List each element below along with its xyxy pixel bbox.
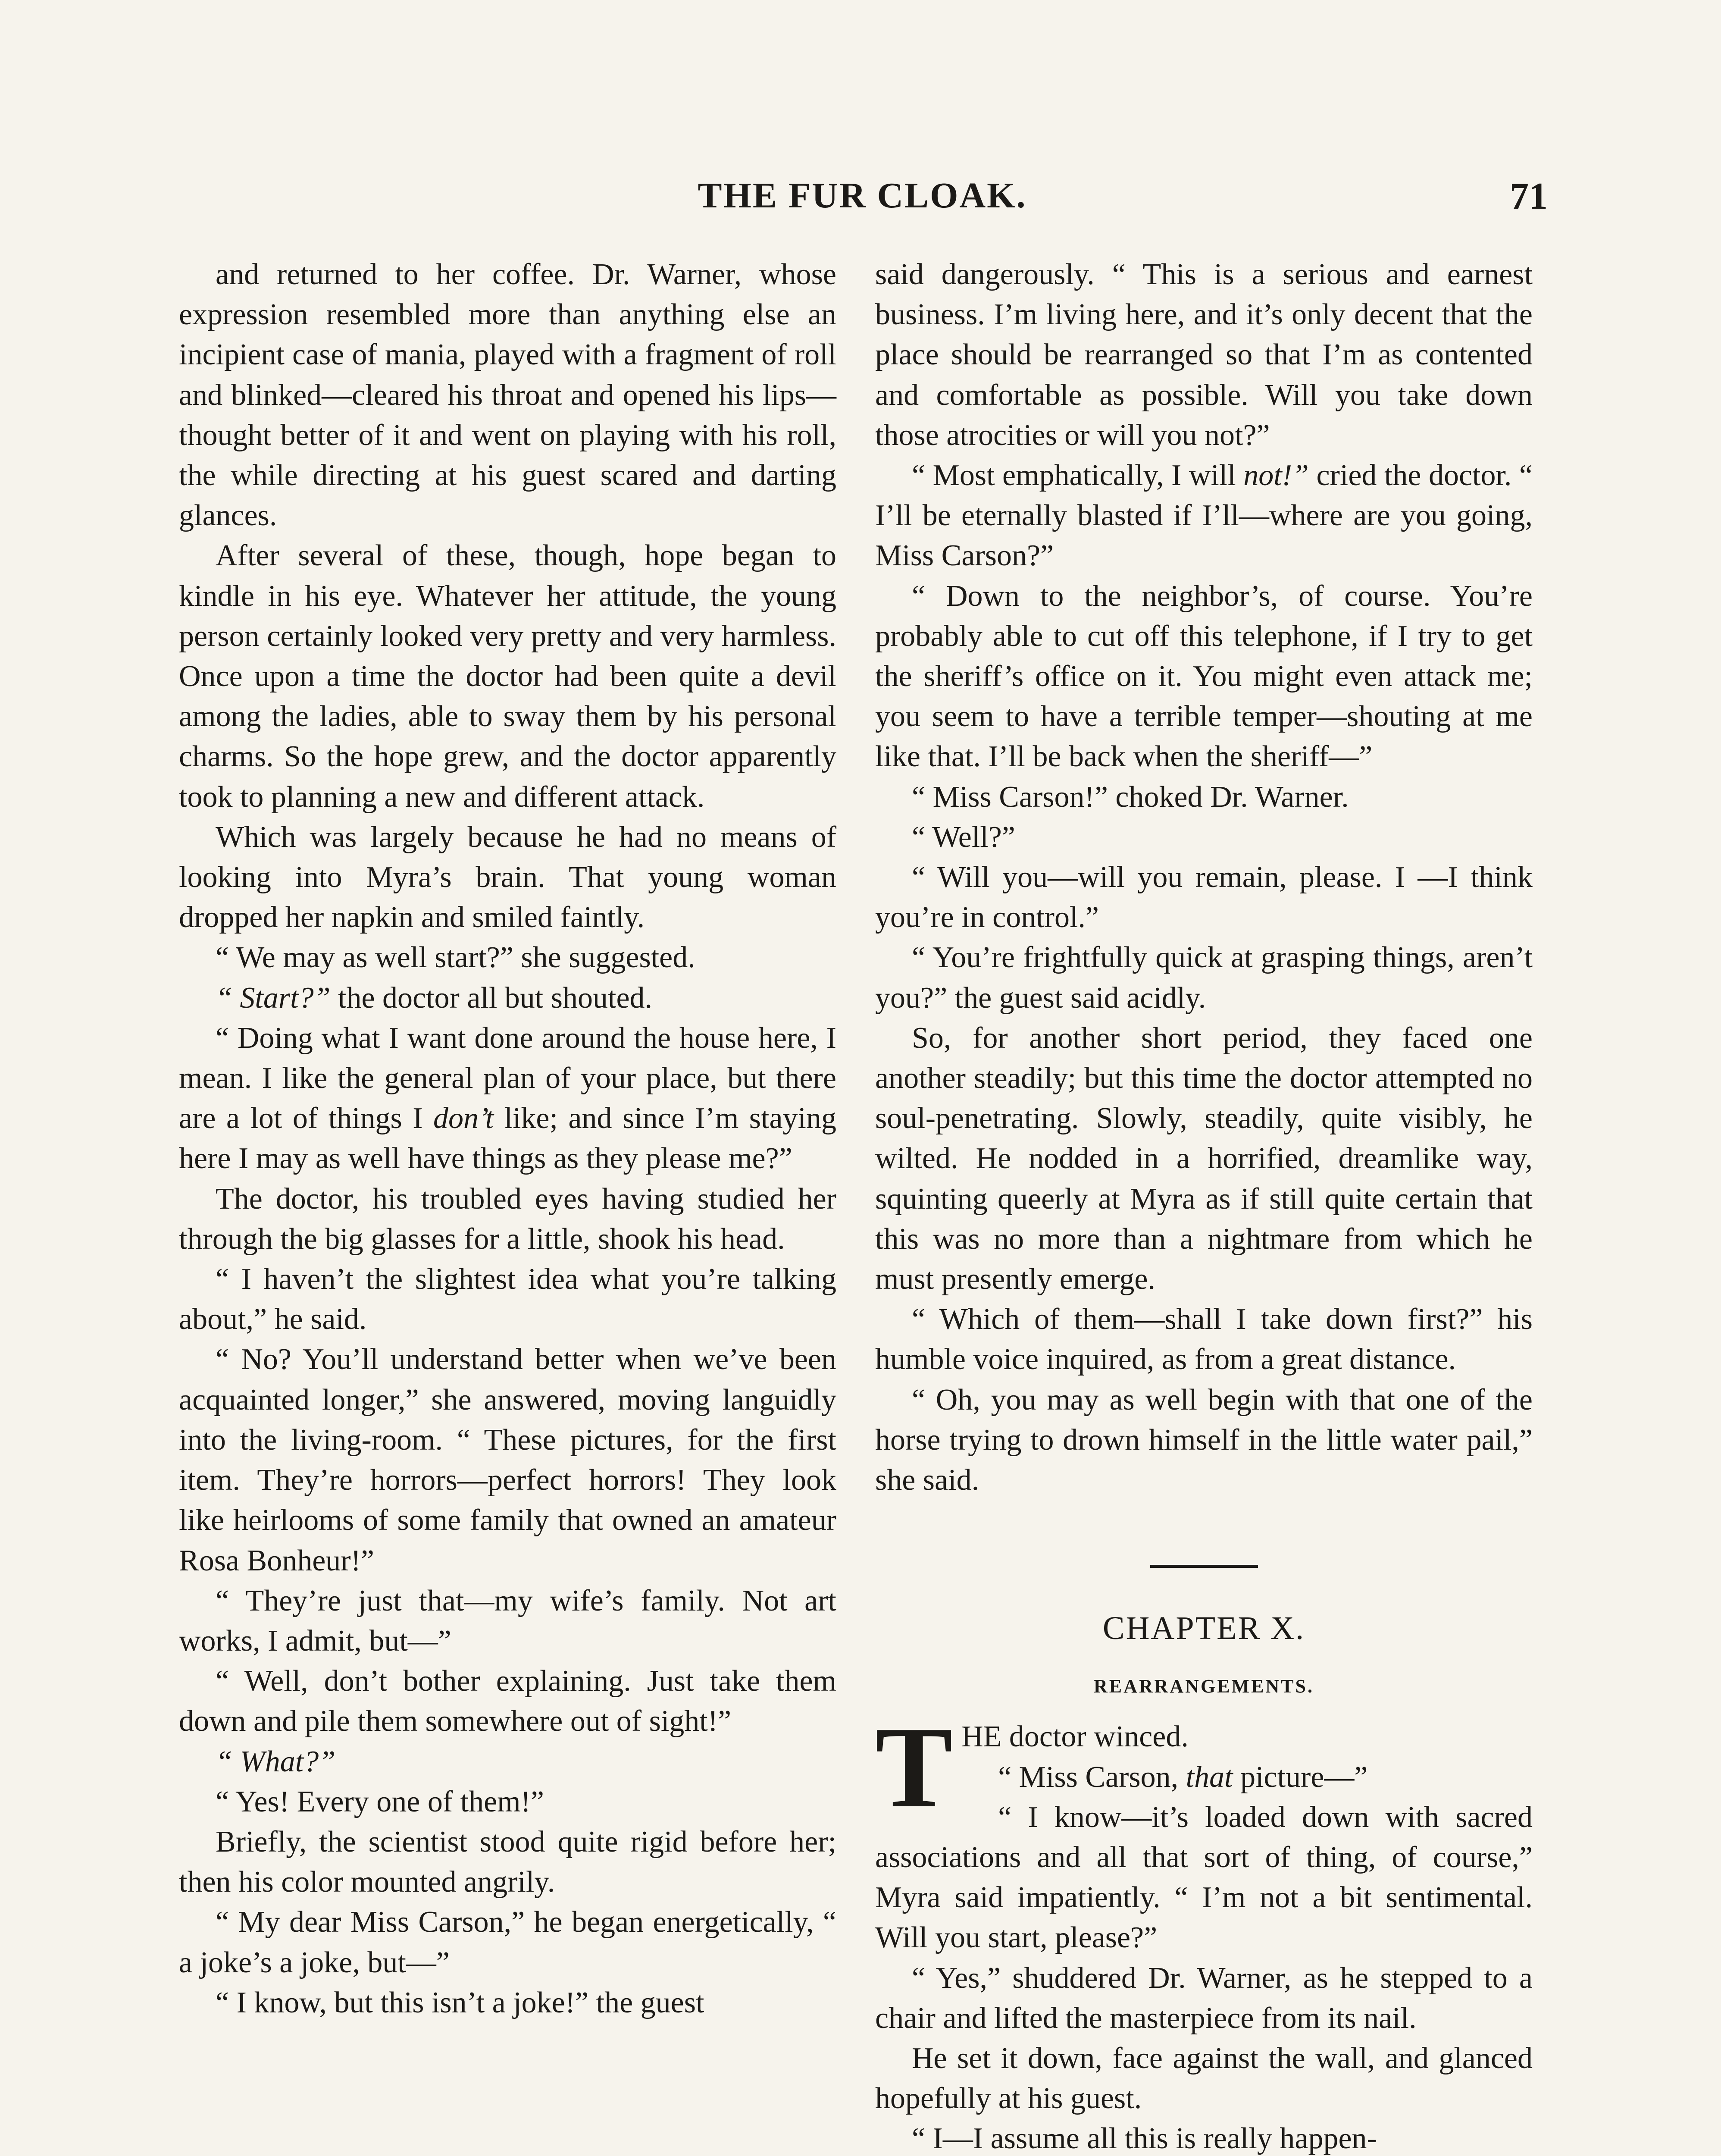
paragraph: [179, 1661, 836, 1741]
text-run: “ Miss Carson,: [998, 1760, 1186, 1794]
opening-text: HE doctor winced.: [961, 1720, 1189, 1754]
text-run: “ No? You’ll understand better when we’ve been acquainted longer,” she answered, moving languidly into the living-room. “ These pictures, for the first item. They’re horrors—perfect horrors! They look like heirlooms of some family that owned an amateur Rosa Bonheur!”: [179, 1343, 836, 1577]
text-run: “ Yes! Every one of them!”: [216, 1785, 544, 1818]
text-run: like; and since I’m staying here I may as well have things as they please me?”: [179, 1102, 836, 1175]
text-run: “ You’re frightfully quick at grasping things, aren’t you?” the guest said acidly.: [875, 941, 1533, 1015]
italic-text: “ What?”: [216, 1745, 336, 1778]
text-run: “ Doing what I want done around the house here, I mean. I like the general plan of your place, but there are a lot of things I: [179, 1021, 836, 1135]
paragraph: [179, 1902, 836, 1982]
text-run: So, for another short period, they faced one another steadily; but this time the doctor attempted no soul-penetrating. Slowly, steadily, quite visibly, he wilted. He nodded in a horrified, dreamlike way, squinting queerly at Myra as if still quite certain that this was no more than a nightmare from which he must presently emerge.: [875, 1021, 1533, 1296]
paragraph: [875, 857, 1533, 937]
paragraph: [179, 1179, 836, 1259]
chapter-divider-rule: [1150, 1565, 1258, 1568]
text-run: “ They’re just that—my wife’s family. Not art works, I admit, but—”: [179, 1584, 836, 1658]
text-run: “ I—I assume all this is really happen-: [912, 2122, 1377, 2156]
paragraph: [875, 2118, 1533, 2156]
text-run: “ Which of them—shall I take down first?” his humble voice inquired, as from a great distance.: [875, 1303, 1533, 1376]
paragraph: [179, 1822, 836, 1902]
text-run: Which was largely because he had no means of looking into Myra’s brain. That young woman dropped her napkin and smiled faintly.: [179, 820, 836, 934]
chapter-title: CHAPTER X.: [1102, 1610, 1305, 1647]
italic-text: “ Start?”: [216, 981, 331, 1015]
paragraph: [875, 937, 1533, 1018]
paragraph: [875, 254, 1533, 455]
italic-text: don’t: [433, 1102, 494, 1135]
paragraph: [179, 1983, 836, 2023]
paragraph: [875, 1757, 1533, 1797]
text-run: He set it down, face against the wall, and glanced hopefully at his guest.: [875, 2041, 1533, 2115]
paragraph: [875, 576, 1533, 777]
paragraph: [875, 777, 1533, 817]
running-title: THE FUR CLOAK.: [698, 175, 1027, 216]
text-run: After several of these, though, hope began to kindle in his eye. Whatever her attitude, the young person certainly looked very pretty and very harmless. Once upon a time the doctor had been quite a devil among the ladies, able to sway them by his personal charms. So the hope grew, and the doctor apparently took to planning a new and different attack.: [179, 539, 836, 814]
paragraph: [179, 1581, 836, 1661]
text-run: and returned to her coffee. Dr. Warner, whose expression resembled more than anything else an incipient case of mania, played with a fragment of roll and blinked—cleared his throat and opened his lips—thought better of it and went on playing with his roll, the while directing at his guest scared and darting glances.: [179, 258, 836, 533]
paragraph: [179, 817, 836, 938]
paragraph: [179, 1259, 836, 1339]
paragraph: [179, 978, 836, 1018]
text-run: “ I know—it’s loaded down with sacred associations and all that sort of thing, of course,” Myra said impatiently. “ I’m not a bit sentimental. Will you start, please?”: [875, 1800, 1533, 1955]
paragraph: [179, 254, 836, 536]
right-column: [875, 254, 1533, 2156]
chapter-subtitle: REARRANGEMENTS.: [1093, 1676, 1314, 1697]
paragraph: [875, 1958, 1533, 2038]
text-run: “ Well, don’t bother explaining. Just take them down and pile them somewhere out of sight!”: [179, 1664, 836, 1738]
italic-text: that: [1186, 1760, 1233, 1794]
text-run: “ We may as well start?” she suggested.: [216, 941, 695, 975]
paragraph: [875, 817, 1533, 857]
text-run: cried the doctor. “ I’ll be eternally blasted if I’ll—where are you going, Miss Carson?”: [875, 459, 1533, 573]
paragraph: [875, 1018, 1533, 1299]
text-run: “ Will you—will you remain, please. I —I think you’re in control.”: [875, 861, 1533, 934]
text-run: “ My dear Miss Carson,” he began energetically, “ a joke’s a joke, but—”: [179, 1905, 836, 1979]
paragraph: [179, 1339, 836, 1580]
text-run: “ I know, but this isn’t a joke!” the guest: [216, 1986, 704, 2019]
paragraph: [179, 1782, 836, 1822]
drop-cap: T: [875, 1703, 953, 1832]
text-run: “ Miss Carson!” choked Dr. Warner.: [912, 780, 1349, 814]
text-run: the doctor all but shouted.: [330, 981, 653, 1015]
text-run: “ Well?”: [912, 820, 1015, 854]
text-run: “ Down to the neighbor’s, of course. You’re probably able to cut off this telephone, if I try to get the sheriff’s office on it. You might even attack me; you seem to have a terrible temper—shouting at me like that. I’ll be back when the sheriff—”: [875, 579, 1533, 774]
paragraph: [875, 2038, 1533, 2118]
paragraph: [875, 1797, 1533, 1958]
paragraph: [875, 1299, 1533, 1379]
paragraph: [179, 937, 836, 978]
text-run: Briefly, the scientist stood quite rigid before her; then his color mounted angrily.: [179, 1825, 836, 1899]
italic-text: not!”: [1243, 459, 1309, 492]
paragraph: [875, 1380, 1533, 1501]
paragraph: [179, 1018, 836, 1179]
text-run: The doctor, his troubled eyes having studied her through the big glasses for a little, shook his head.: [179, 1182, 836, 1256]
text-run: said dangerously. “ This is a serious and earnest business. I’m living here, and it’s only decent that the place should be rearranged so that I’m as contented and comfortable as possible. Will you take down those atrocities or will you not?”: [875, 258, 1533, 452]
paragraph: [875, 455, 1533, 576]
paragraph: [179, 1742, 836, 1782]
paragraph: [179, 536, 836, 817]
text-run: “ I haven’t the slightest idea what you’re talking about,” he said.: [179, 1263, 836, 1336]
text-run: “ Yes,” shuddered Dr. Warner, as he stepped to a chair and lifted the masterpiece from its nail.: [875, 1961, 1533, 2035]
right-column-text: [875, 254, 1533, 1500]
page-number: 71: [1510, 175, 1548, 217]
page-header: [177, 175, 1548, 222]
chapter-body-text: [875, 1757, 1533, 2156]
text-run: picture—”: [1233, 1760, 1368, 1794]
text-run: “ Most emphatically, I will: [912, 459, 1244, 492]
left-column: [179, 254, 836, 2023]
text-run: “ Oh, you may as well begin with that one of the horse trying to drown himself in the little water pail,” she said.: [875, 1383, 1533, 1497]
